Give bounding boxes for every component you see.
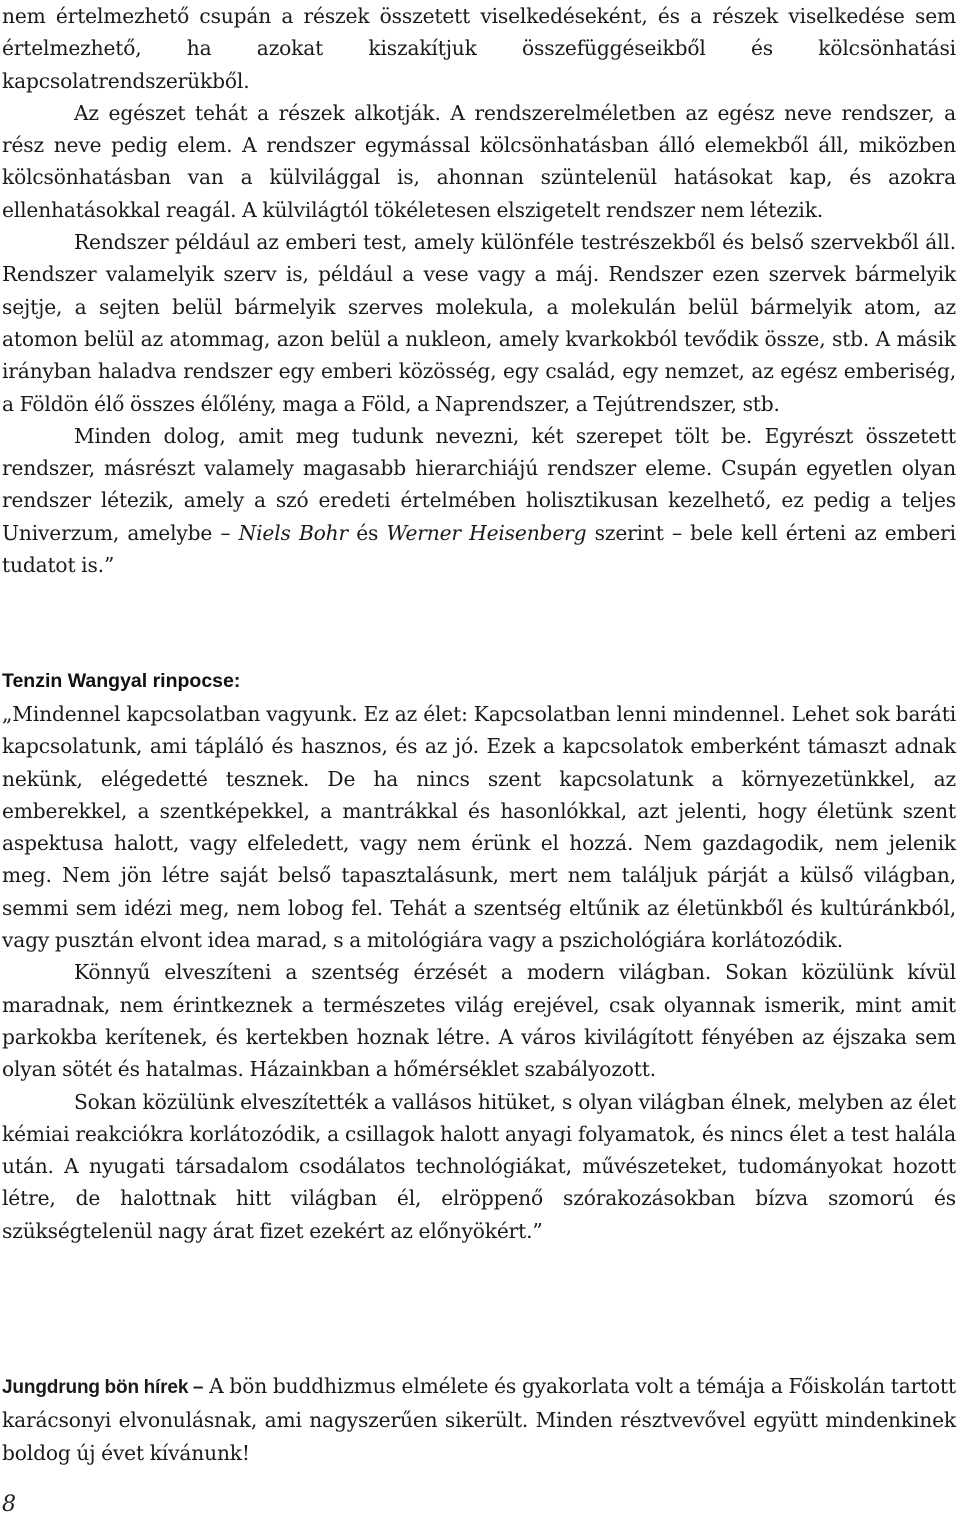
- paragraph: [2, 1370, 956, 1469]
- essay-section: [2, 0, 956, 581]
- page-number: 8: [2, 1492, 16, 1517]
- paragraph: Sokan közülünk elveszítették a vallásos hitüket, s olyan világban élnek, melyben az élet kémiai reakciókra korlátozódik, a csillagok halott anyagi folyamatok, és nincs élet a test halála után. A nyugati társadalom csodálatos technológiákat, művészeteket, tudományokat hozott létre, de halottnak hitt világban él, elröppenő szórakozásokban bízva szomorú és szükségtelenül nagy árat fizet ezekért az előnyökért.”: [2, 1089, 956, 1243]
- paragraph: Rendszer például az emberi test, amely különféle testrészekből és belső szervekből áll. Rendszer valamelyik szerv is, például a vese vagy a máj. Rendszer ezen szervek bármelyik sejtje, a sejten belül bármelyik szerves molekula, a molekulán belül bármelyik atom, az atomon belül az atommag, azon belül a nukleon, amely kvarkokból tevődik össze, stb. A másik irányban haladva rendszer egy emberi közösség, egy család, egy nemzet, az egész emberiség, a Földön élő összes élőlény, maga a Föld, a Naprendszer, a Tejútrendszer, stb.: [2, 230, 956, 416]
- paragraph: nem értelmezhető csupán a részek összetett viselkedéseként, és a részek viselkedése sem értelmezhető, ha azokat kiszakítjuk összefüggéseikből és kölcsönhatási kapcsolatrendszerükből.: [2, 4, 956, 93]
- paragraph-text: Minden dolog, amit meg tudunk nevezni, két szerepet tölt be. Egyrészt összetett rendszer, másrészt valamely magasabb hierarchiájú rendszer eleme. Csupán egyetlen olyan rendszer létezik, amely a szó eredeti értelmében holisztikusan kezelhető, ez pedig a teljes Univerzum, amelybe –: [2, 423, 956, 545]
- paragraph: Az egészet tehát a részek alkotják. A rendszerelméletben az egész neve rendszer, a rész neve pedig elem. A rendszer egymással kölcsönhatásban álló elemekből áll, miközben kölcsönhatásban van a külvilággal is, ahonnan szüntelenül hatásokat kap, és azokra ellenhatásokkal reagál. A külvilágtól tökéletesen elszigetelt rendszer nem létezik.: [2, 100, 956, 222]
- paragraph-text: és: [356, 520, 379, 545]
- paragraph: „Mindennel kapcsolatban vagyunk. Ez az élet: Kapcsolatban lenni mindennel. Lehet sok baráti kapcsolatunk, ami tápláló és hasznos, és az jó. Ezek a kapcsolatok emberként támaszt adnak nekünk, elégedetté tesznek. De ha nincs szent kapcsolatunk a környezetünkkel, az emberekkel, a szentképekkel, a mantrákkal és hasonlókkal, azt jelenti, hogy életünk szent aspektusa halott, vagy elfeledett, vagy nem érünk el hozzá. Nem gazdagodik, nem jelenik meg. Nem jön létre saját belső tapasztalásunk, mert nem találjuk párját a külső világban, semmi sem idézi meg, nem lobog fel. Tehát a szentség eltűnik az életünkből és kultúránkból, vagy pusztán elvont idea marad, s a mitológiára vagy a pszichológiára korlátozódik.: [2, 702, 956, 953]
- quote-section: [2, 698, 956, 1247]
- news-heading: Jungdrung bön hírek –: [2, 1377, 204, 1398]
- person-name: Niels Bohr: [238, 520, 349, 545]
- paragraph: [2, 420, 956, 581]
- news-section: [2, 1370, 956, 1469]
- section-heading: Tenzin Wangyal rinpocse:: [2, 670, 241, 692]
- news-text: A bön buddhizmus elmélete és gyakorlata volt a témája a Főiskolán tartott karácsonyi elvonulásnak, ami nagyszerűen sikerült. Minden résztvevővel együtt mindenkinek boldog új évet kívánunk!: [2, 1374, 956, 1465]
- paragraph: Könnyű elveszíteni a szentség érzését a modern világban. Sokan közülünk kívül maradnak, nem érintkeznek a természetes világ erejével, csak olyannak ismerik, mint amit parkokba kerítenek, és kertekben hoznak létre. A város kivilágított fényében az éjszaka sem olyan sötét és hatalmas. Házainkban a hőmérséklet szabályozott.: [2, 960, 956, 1082]
- person-name: Werner Heisenberg: [386, 520, 587, 545]
- paragraph-text: szerint – bele kell érteni az emberi tudatot is.”: [2, 520, 956, 578]
